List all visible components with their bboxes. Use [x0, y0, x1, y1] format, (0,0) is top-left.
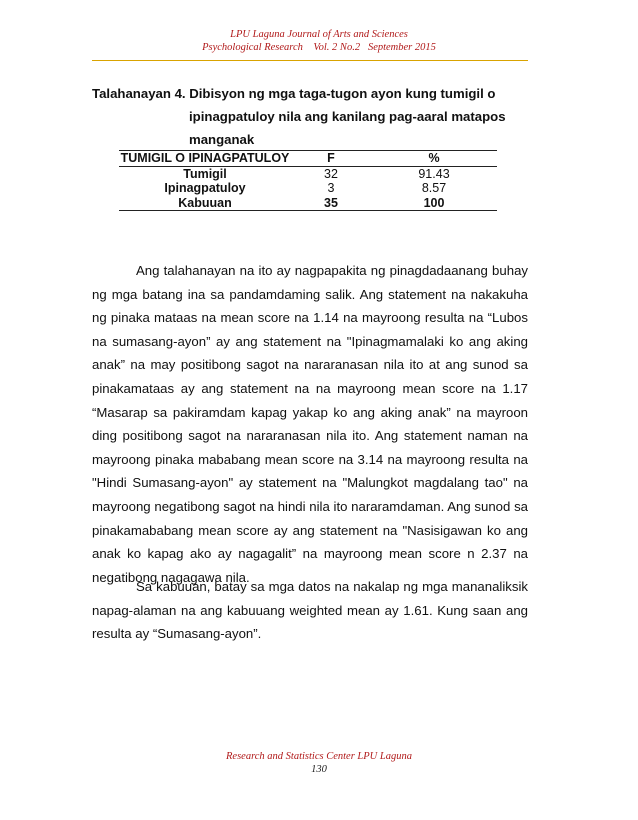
header-tumigil: TUMIGIL O IPINAGPATULOY: [120, 151, 290, 165]
caption-line-3: manganak: [189, 132, 255, 147]
footer-center-name: Research and Statistics Center LPU Laguna: [226, 751, 412, 762]
row-label: Ipinagpatuloy: [164, 181, 246, 195]
table-header-row: [119, 151, 497, 166]
table-total-row: [119, 196, 497, 211]
header-f: F: [327, 151, 335, 165]
table-caption: [92, 82, 532, 151]
row-f: 3: [327, 181, 335, 195]
data-table: [119, 150, 497, 211]
header-percent: %: [428, 151, 440, 165]
row-percent: 91.43: [418, 166, 450, 181]
journal-header: [0, 28, 638, 54]
page-footer: [0, 750, 638, 776]
row-percent: 8.57: [421, 181, 447, 195]
caption-line-1: Talahanayan 4. Dibisyon ng mga taga-tugon ayon kung tumigil o: [92, 86, 496, 101]
page-number: 130: [311, 764, 327, 775]
caption-line-2: ipinagpatuloy nila ang kanilang pag-aaral matapos: [189, 109, 506, 124]
total-f: 35: [324, 195, 338, 210]
paragraph-2-text: Sa kabuuan, batay sa mga datos na nakalap ng mga mananaliksik napag-alaman na ang kabuuang weighted mean ay 1.61. Kung saan ang resulta ay “Sumasang-ayon”.: [92, 579, 528, 642]
journal-title: LPU Laguna Journal of Arts and Sciences: [230, 29, 408, 40]
paragraph-2: [92, 575, 528, 646]
total-label: Kabuuan: [178, 195, 232, 210]
journal-issue: Psychological Research Vol. 2 No.2 September 2015: [202, 42, 436, 53]
row-label: Tumigil: [183, 166, 227, 181]
total-percent: 100: [423, 195, 445, 210]
row-f: 32: [324, 166, 338, 181]
table-row: [119, 181, 497, 196]
table-bottom-rule: [119, 210, 497, 211]
table-row: [119, 167, 497, 182]
paragraph-1: [92, 259, 528, 589]
paragraph-1-text: Ang talahanayan na ito ay nagpapakita ng pinagdadaanang buhay ng mga batang ina sa pandamdaming salik. Ang statement na nakakuha ng pinaka mataas na mean score na 1.14 na mayroong resulta na “Lubos na sumasang-ayon” ay ang statement na "Ipinagmamalaki ko ang aking anak” na may positibong sagot na nararanasan nila ito at ang sunod sa pinakamataas ay ang statement na na mayroong mean score na 1.17 “Masarap sa pakiramdam kapag yakap ko ang aking anak” na mayroon ding positibong sagot na nararanasan nila ito. Ang statement naman na mayroong pinaka mababang mean score na 3.14 na mayroong resulta na "Hindi Sumasang-ayon" ay statement na "Malungkot magdalang tao" na mayroong negatibong sagot na hindi nila ito nararamdaman. Ang sunod sa pinakamababang mean score ay ang statement na "Nasisigawan ko ang anak ko kapag ako ay nagagalit” na mayroong mean score n 2.37 na negatibong nagagawa nila.: [92, 263, 528, 585]
header-rule: [92, 60, 528, 61]
